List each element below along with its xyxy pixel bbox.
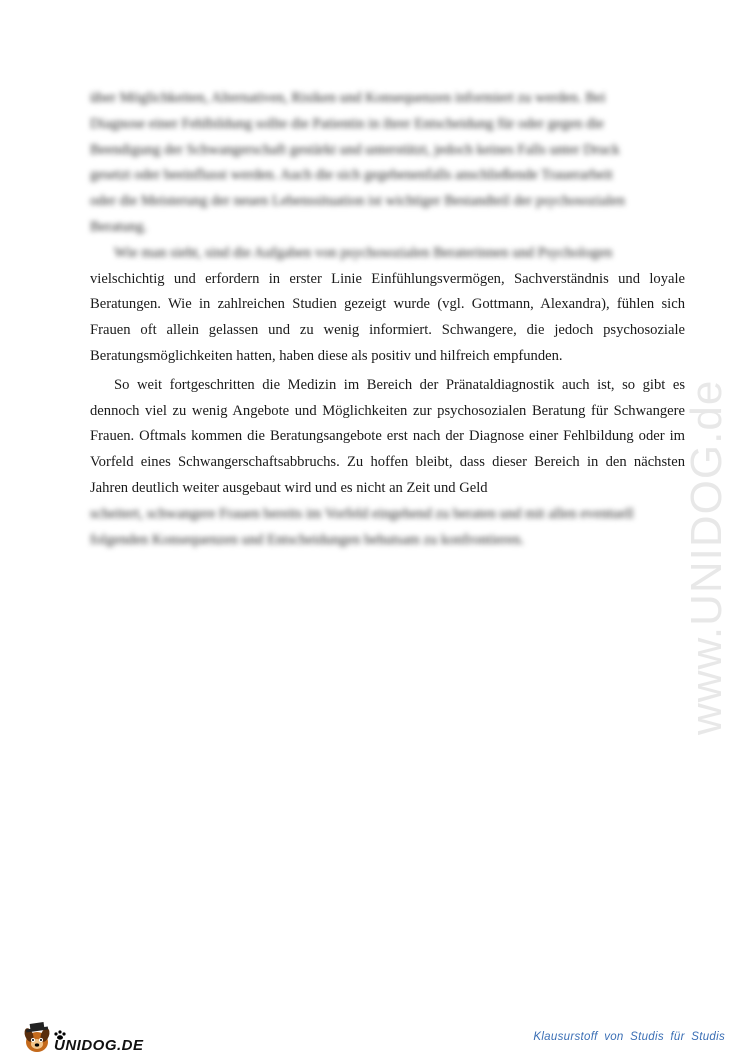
footer-slogan [533,1031,728,1043]
slogan-word: Studis [630,1031,664,1043]
slogan-word: Klausurstoff [533,1031,598,1043]
body-text [90,86,685,553]
blurred-paragraph-3-tail [90,502,685,554]
blurred-line: über Möglichkeiten, Alternativen, Risiken und Konsequenzen informiert zu werden. Bei [90,90,606,106]
paragraph-3: So weit fortgeschritten die Medizin im Bereich der Pränataldiagnostik auch ist, so gibt es dennoch viel zu wenig Angebote und Möglichkeiten zur psychosozialen Beratung für Schwangere Frauen. Oftmals kommen die Beratungsangebote erst nach der Diagnose einer Fehlbildung oder im Vorfeld eines Schwangerschaftsabbruchs. Zu hoffen bleibt, dass dieser Bereich in den nächsten Jahren deutlich weiter ausgebaut wird und es nicht an Zeit und Geld [90,376,685,496]
dog-mascot-icon [23,1022,51,1052]
paragraph-2: vielschichtig und erfordern in erster Linie Einfühlungsvermögen, Sachverständnis und loyale Beratungen. Wie in zahlreichen Studien gezeigt wurde (vgl. Gottmann, Alexandra), fühlen sich Frauen oft allein gelassen und zu wenig informiert. Schwangere, die jedoch psychosoziale Beratungsmöglichkeiten hatten, haben diese als positiv und hilfreich empfunden. [90,270,685,364]
slogan-word: für [670,1031,685,1043]
watermark-text: www.UNIDOG.de [682,379,731,735]
blurred-line: Beratung. [90,218,148,235]
slogan-word: von [604,1031,624,1043]
blurred-paragraph-1 [90,86,685,241]
slogan-word: Studis [691,1031,725,1043]
unidog-logo [20,1016,160,1056]
blurred-line: folgenden Konsequenzen und Entscheidungen behutsam zu konfrontieren. [90,531,525,548]
blurred-line: scheitert, schwangere Frauen bereits im Vorfeld eingehend zu beraten und mit allen eventuell [90,505,634,522]
blurred-paragraph-2-first-line: Wie man sieht, sind die Aufgaben von psychosozialen Beraterinnen und Psychologen [114,244,613,261]
blurred-line: oder die Meisterung der neuen Lebenssituation ist wichtiger Bestandteil der psychosozialen [90,193,625,210]
blurred-line: Diagnose einer Fehlbildung sollte die Patientin in ihrer Entscheidung für oder gegen die [90,115,604,132]
logo-text: UNIDOG.DE [54,1037,144,1054]
blurred-line: Beendigung der Schwangerschaft gestärkt und unterstützt, jedoch keines Falls unter Druck [90,141,620,158]
blurred-line: gesetzt oder beeinflusst werden. Auch die sich gegebenenfalls anschließende Trauerarbeit [90,167,613,184]
